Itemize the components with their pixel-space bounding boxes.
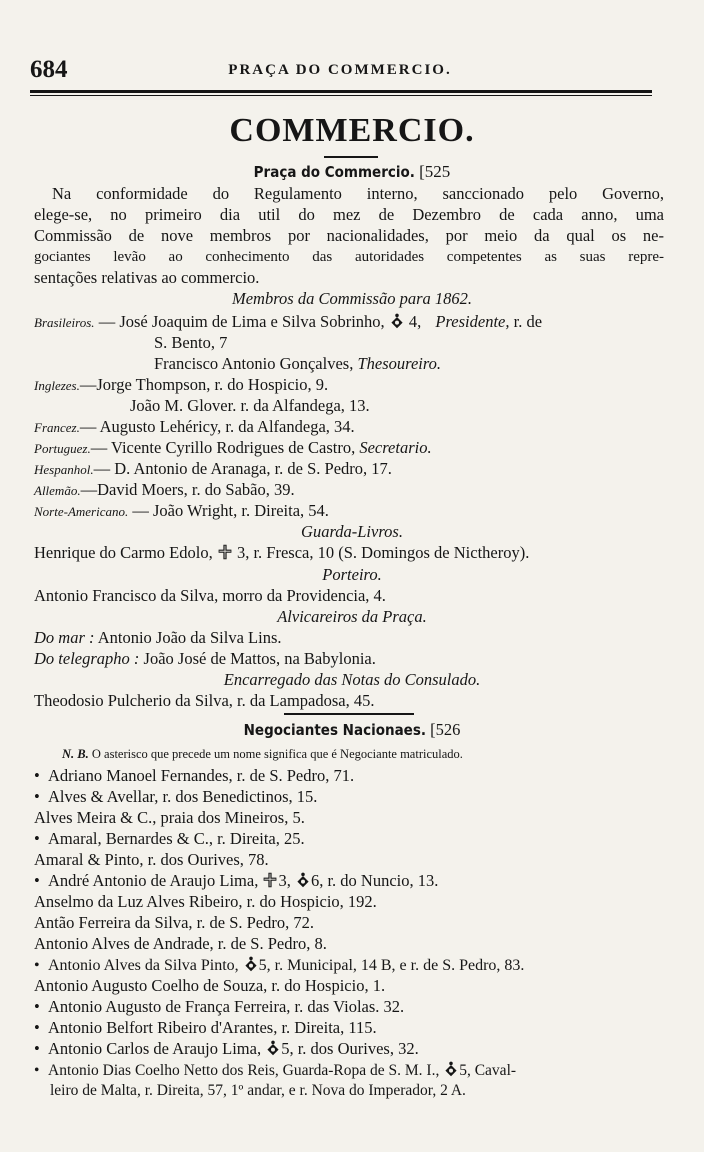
list-item: Amaral & Pinto, r. dos Ourives, 78. [34, 850, 269, 869]
member-row: Norte-Americano. — João Wright, r. Direita, 54. [34, 501, 329, 520]
praca-para-line: Na conformidade do Regulamento interno, sanccionado pelo Governo, [52, 184, 664, 203]
list-item: Antonio Augusto Coelho de Souza, r. do Hospicio, 1. [34, 976, 386, 995]
order-cross-icon [217, 543, 233, 561]
member-row: Francez.— Augusto Lehéricy, r. da Alfandega, 34. [34, 417, 355, 436]
order-cross-icon [262, 871, 278, 889]
member-row: Inglezes.—Jorge Thompson, r. do Hospicio, 9. [34, 375, 329, 394]
asterisk-marker: • [34, 1062, 40, 1079]
praca-heading: Praça do Commercio. [525 [253, 162, 451, 181]
guarda-livros-heading: Guarda-Livros. [301, 522, 403, 541]
porteiro-entry: Antonio Francisco da Silva, morro da Providencia, 4. [34, 586, 386, 605]
negociantes-heading: Negociantes Nacionaes. [526 [243, 720, 461, 739]
guarda-livros-entry: Henrique do Carmo Edolo, 3, r. Fresca, 10 (S. Domingos de Nictheroy). [34, 543, 530, 562]
list-item: • André Antonio de Araujo Lima, 3, 6, r. do Nuncio, 13. [34, 871, 439, 890]
praca-para-line: elege-se, no primeiro dia util do mez de Dezembro de cada anno, uma [34, 205, 664, 224]
page-header [30, 56, 650, 86]
divider [284, 713, 414, 715]
asterisk-marker: • [34, 766, 40, 785]
running-title: PRAÇA DO COMMERCIO. [228, 62, 452, 78]
member-row: Portuguez.— Vicente Cyrillo Rodrigues de Castro, Secretario. [34, 438, 432, 457]
asterisk-marker: • [34, 1039, 40, 1058]
order-rose-icon [389, 312, 405, 330]
member-row: Hespanhol.— D. Antonio de Aranaga, r. de S. Pedro, 17. [34, 459, 392, 478]
nb-note: N. B. O asterisco que precede um nome significa que é Negociante matriculado. [62, 747, 463, 761]
asterisk-marker: • [34, 787, 40, 806]
alvicareiro-entry: Do telegrapho : João José de Mattos, na Babylonia. [34, 649, 376, 668]
asterisk-marker: • [34, 957, 40, 974]
list-item: • Antonio Augusto de França Ferreira, r. das Violas. 32. [34, 997, 405, 1016]
order-rose-icon [265, 1039, 281, 1057]
alvicareiros-heading: Alvicareiros da Praça. [277, 607, 427, 626]
member-row: Brasileiros. — José Joaquim de Lima e Silva Sobrinho, 4, Presidente, r. de [34, 312, 543, 331]
member-row: Francisco Antonio Gonçalves, Thesoureiro. [154, 354, 442, 373]
header-rule-thin [30, 95, 652, 96]
members-heading: Membros da Commissão para 1862. [231, 289, 473, 308]
asterisk-marker: • [34, 1018, 40, 1037]
order-rose-icon [243, 955, 259, 973]
praca-para-line: sentações relativas ao commercio. [34, 268, 260, 287]
member-row: João M. Glover. r. da Alfandega, 13. [130, 396, 370, 415]
porteiro-heading: Porteiro. [322, 565, 382, 584]
list-item: • Amaral, Bernardes & C., r. Direita, 25. [34, 829, 305, 848]
member-row: S. Bento, 7 [154, 333, 228, 352]
list-item: • Alves & Avellar, r. dos Benedictinos, 15. [34, 787, 318, 806]
section-title: COMMERCIO. [229, 112, 475, 149]
list-item: • Antonio Belfort Ribeiro d'Arantes, r. Direita, 115. [34, 1018, 377, 1037]
order-rose-icon [443, 1060, 459, 1078]
list-item: • Adriano Manoel Fernandes, r. de S. Pedro, 71. [34, 766, 355, 785]
notas-heading: Encarregado das Notas do Consulado. [223, 670, 481, 689]
list-item: Antonio Alves de Andrade, r. de S. Pedro, 8. [34, 934, 327, 953]
list-item: Antão Ferreira da Silva, r. de S. Pedro, 72. [34, 913, 314, 932]
praca-para-line: Commissão de nove membros por nacionalidades, por meio da qual os ne- [34, 226, 664, 245]
member-row: Allemão.—David Moers, r. do Sabão, 39. [34, 480, 295, 499]
list-item: Alves Meira & C., praia dos Mineiros, 5. [34, 808, 305, 827]
header-rule [30, 90, 652, 93]
list-item: Anselmo da Luz Alves Ribeiro, r. do Hospicio, 192. [34, 892, 377, 911]
list-item: • Antonio Dias Coelho Netto dos Reis, Guarda-Ropa de S. M. I., 5, Caval- [34, 1062, 517, 1079]
asterisk-marker: • [34, 871, 40, 890]
asterisk-marker: • [34, 997, 40, 1016]
asterisk-marker: • [34, 829, 40, 848]
alvicareiro-entry: Do mar : Antonio João da Silva Lins. [34, 628, 282, 647]
list-item: • Antonio Carlos de Araujo Lima, 5, r. dos Ourives, 32. [34, 1039, 419, 1058]
page-number: 684 [30, 56, 68, 83]
divider [324, 156, 378, 158]
list-item-continuation: leiro de Malta, r. Direita, 57, 1º andar, e r. Nova do Imperador, 2 A. [50, 1082, 466, 1099]
list-item: • Antonio Alves da Silva Pinto, 5, r. Municipal, 14 B, e r. de S. Pedro, 83. [34, 957, 525, 974]
order-rose-icon [295, 871, 311, 889]
praca-para-line: gociantes levão ao conhecimento das autoridades competentes as suas repre- [34, 249, 664, 265]
notas-entry: Theodosio Pulcherio da Silva, r. da Lampadosa, 45. [34, 691, 375, 710]
